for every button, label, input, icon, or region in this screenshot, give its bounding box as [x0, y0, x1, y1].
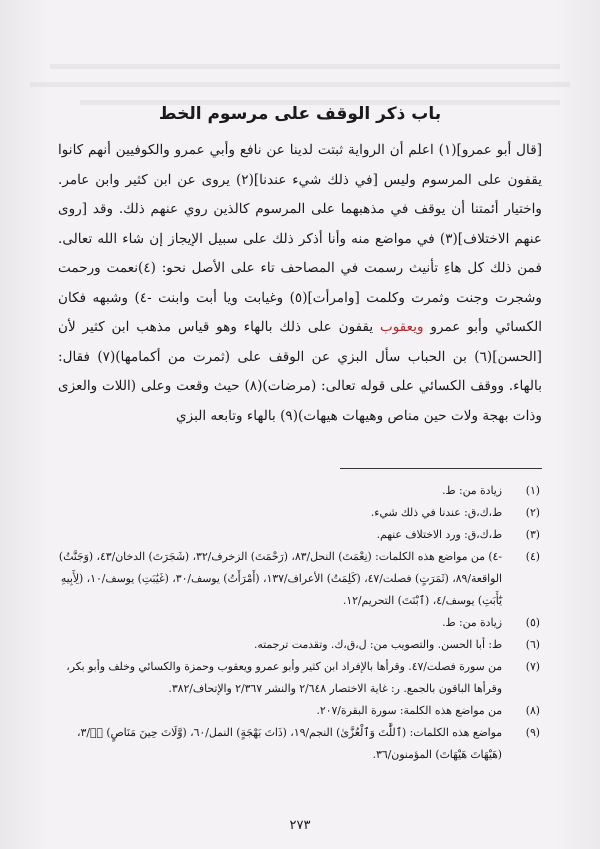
footnote [58, 700, 542, 722]
footnote-number: (٤) [525, 550, 540, 563]
footnote-number: (٢) [525, 506, 540, 519]
footnote-number: (٩) [525, 726, 540, 739]
main-text [58, 136, 542, 431]
footnote [58, 546, 542, 612]
footnotes [58, 480, 542, 766]
footnote-text: زيادة من: ط. [442, 616, 502, 629]
footnote [58, 722, 542, 766]
footnote-number: (١) [525, 484, 540, 497]
footnote-text: -٤) من مواضع هذه الكلمات: (نِعْمَتَ) النحل/٨٣، (رَحْمَتَ) الزخرف/٣٢، (شَجَرَتَ) الدخان/٤٣، (وَجَنَّتُ) الواقعة/٨٩، (ثَمَرَتٍ) فصلت/٤٧، (كَلِمَتُ) الأعراف/١٣٧، (أَمْرَأَتُ) يوسف/٣٠، (غَيَٰبَتِ) يوسف/١٠، (لِأَبِيهِ يَٰٓأَبَتِ) يوسف/٤، (ٱبْنَتَ) التحريم/١٢. [58, 550, 502, 607]
page-number: ٢٧٣ [289, 818, 311, 833]
footnote [58, 612, 542, 634]
chapter-title: باب ذكر الوقف على مرسوم الخط [158, 104, 442, 124]
paragraph-text-before: [قال أبو عمرو](١) اعلم أن الرواية ثبتت لدينا عن نافع وأبي عمرو والكوفيين أنهم كانوا يقفون على المرسوم وليس [في ذلك شيء عندنا](٢) يروى عن ابن كثير وابن عامر. واختيار أئمتنا أن يوقف في مذهبهما على المرسوم كالذين روي عنهم ذلك. وقد [روى عنهم الاختلاف](٣) في مواضع منه وأنا أذكر ذلك على سبيل الإيجاز إن شاء الله تعالى. فمن ذلك كل هاءِ تأنيث رسمت في المصاحف تاء على الأصل نحو: (٤)نعمت ورحمت وشجرت وجنت وثمرت وكلمت [وامرأت](٥) وغيابت ويا أبت وابنت -٤) وشبهه فكان الكسائي وأبو عمرو [58, 142, 542, 335]
footnote-divider [340, 468, 542, 469]
footnote-number: (٧) [525, 660, 540, 673]
footnote-text: مواضع هذه الكلمات: (ٱللَّٰتَ وَٱلْعُزَّىٰ) النجم/١٩، (ذَاتَ بَهْجَةٍ) النمل/٦٠، (وَّلَاتَ حِينَ مَنَاصٍ) صۤ/٣، (هَيْهَاتَ هَيْهَاتَ) المؤمنون/٣٦. [77, 726, 502, 761]
footnote-text: ط،ك،ق: ورد الاختلاف عنهم. [376, 528, 502, 541]
footnote-text: زيادة من: ط. [442, 484, 502, 497]
paragraph [58, 136, 542, 431]
footnote [58, 634, 542, 656]
highlighted-name: ويعقوب [379, 319, 424, 335]
footnote [58, 502, 542, 524]
footnote-text: من سورة فصلت/٤٧. وقرأها بالإفراد ابن كثير وأبو عمرو ويعقوب وحمزة والكسائي وخلف وأبو بكر، وقرأها الباقون بالجمع. ر: غاية الاختصار ٢/٦٤٨ والنشر ٢/٣٦٧ والإتحاف/٣٨٢. [66, 660, 502, 695]
footnote [58, 524, 542, 546]
paragraph-text-after: يقفون على ذلك بالهاء وهو قياس مذهب ابن كثير لأن [الحسن](٦) بن الحباب سأل البزي عن الوقف على (ثمرت من أكمامها)(٧) فقال: بالهاء. ووقف الكسائي على قوله تعالى: (مرضات)(٨) حيث وقعت وعلى (اللات والعزى وذات بهجة ولات حين مناص وهيهات هيهات)(٩) بالهاء وتابعه البزي [58, 319, 542, 424]
footnote [58, 480, 542, 502]
footnote-number: (٨) [525, 704, 540, 717]
footnote-text: ط،ك،ق: عندنا في ذلك شيء. [370, 506, 502, 519]
footnote-number: (٥) [525, 616, 540, 629]
footnote-text: ط: أبا الحسن. والتصويب من: ل،ق،ك. وتقدمت ترجمته. [253, 638, 502, 651]
footnote-number: (٦) [525, 638, 540, 651]
footnote-text: من مواضع هذه الكلمة: سورة البقرة/٢٠٧. [316, 704, 502, 717]
footnote [58, 656, 542, 700]
footnote-number: (٣) [525, 528, 540, 541]
